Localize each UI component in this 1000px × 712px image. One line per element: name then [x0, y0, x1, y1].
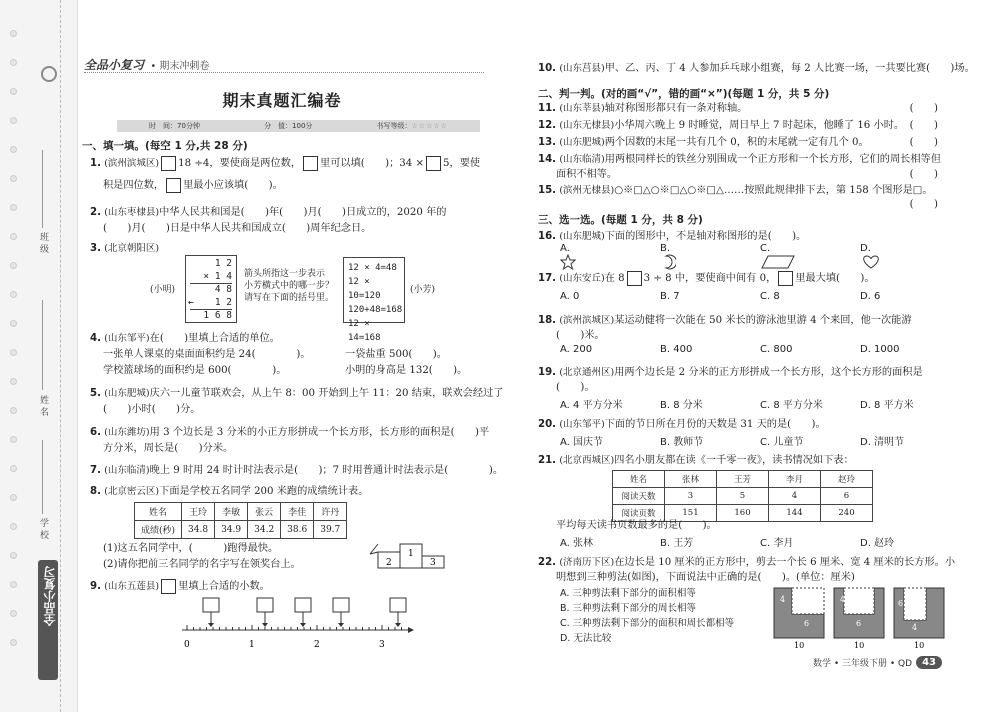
- question-22-cont: 明想到三种剪法(如图)，下面说法中正确的是( )。(单位：厘米): [556, 572, 855, 583]
- judge-paren[interactable]: ( ): [909, 103, 938, 114]
- podium-label-3: 3: [430, 558, 436, 568]
- q22-options: [560, 586, 734, 646]
- question-21: 21. (北京西城区)四名小朋友都在读《一千零一夜》，读书情况如下表：: [538, 455, 854, 466]
- question-17: 17. (山东安丘)在 8 3 ÷ 8 中，要使商中间有 0， 里最大填( )。: [538, 270, 875, 287]
- question-10: 10. (山东莒县)甲、乙、丙、丁 4 人参加乒乓球小组赛，每 2 人比赛一场，一共要比赛( )场。: [538, 63, 975, 74]
- moon-icon: [660, 254, 676, 270]
- q19-options: [560, 396, 960, 411]
- option-d[interactable]: D.: [860, 243, 960, 270]
- section-fill: 一、填一填。(每空 1 分,共 28 分): [82, 140, 248, 152]
- option-b[interactable]: B. 王芳: [660, 538, 694, 549]
- question-7: 7. (山东临清)晚上 9 时用 24 时计时法表示是( )；7 时用普通计时法表示是( )。: [90, 465, 504, 476]
- option-c[interactable]: C. 8: [760, 291, 780, 302]
- vertical-multiplication: 1 2 × 1 4 4 8 ← 1 2 1 6 8: [185, 255, 237, 323]
- podium-label-1: 1: [408, 549, 414, 559]
- option-d[interactable]: D. 6: [860, 291, 881, 302]
- question-1: 1. (滨州滨城区) 18 ÷4，要使商是两位数， 里可以填( )；34 × 5，要使: [90, 155, 480, 172]
- question-5: 5. (山东肥城)庆六一儿童节联欢会，从上午 8：00 开始到上午 11：20 结束，联欢会经过了: [90, 388, 504, 399]
- option-b[interactable]: B.: [660, 243, 760, 270]
- option-a[interactable]: A. 4 平方分米: [560, 400, 623, 411]
- q8-sub-1: (1)这五名同学中，( )跑得最快。: [103, 543, 279, 554]
- answer-box: [203, 598, 219, 612]
- xiaoming-label: (小明): [150, 285, 176, 295]
- name-label: 姓 名: [38, 395, 48, 416]
- svg-text:6: 6: [804, 619, 810, 628]
- question-2: 2. (山东枣棣县)中华人民共和国是( )年( )月( )日成立的，2020 年的: [90, 207, 447, 218]
- question-16: 16. (山东肥城)下面的图形中，不是轴对称图形的是( )。: [538, 231, 807, 242]
- question-2-cont: ( )月( )日是中华人民共和国成立( )周年纪念日。: [103, 223, 372, 234]
- option-d[interactable]: D. 无法比较: [560, 633, 612, 644]
- option-a[interactable]: A. 国庆节: [560, 437, 604, 448]
- option-b[interactable]: B. 8 分米: [660, 400, 703, 411]
- option-a[interactable]: A. 张林: [560, 538, 594, 549]
- judge-item: 15. (滨州无棣县)○※□△○※□△○※□△……按照此规律排下去，第 158 个图形是□。: [538, 185, 933, 196]
- number-line: [180, 596, 415, 656]
- answer-box[interactable]: [627, 271, 642, 286]
- heart-icon: [860, 254, 882, 270]
- info-bar: [117, 120, 480, 132]
- question-8: 8. (北京密云区)下面是学校五名同学 200 米跑的成绩统计表。: [90, 486, 369, 497]
- svg-text:6: 6: [856, 619, 862, 628]
- question-22: 22. (济南历下区)在边长是 10 厘米的正方形中，剪去一个长 6 厘米、宽 4 厘米的长方形。小: [538, 557, 956, 568]
- xiaofang-label: (小芳): [410, 285, 436, 295]
- option-b[interactable]: B. 7: [660, 291, 680, 302]
- answer-box[interactable]: [303, 156, 318, 171]
- class-write-line: [42, 150, 43, 228]
- judge-paren[interactable]: ( ): [909, 199, 938, 210]
- option-d[interactable]: D. 1000: [860, 344, 900, 355]
- question-20: 20. (山东邹平)下面的节日所在月份的天数是 31 天的是( )。: [538, 419, 826, 430]
- question-3: 3. (北京朝阳区): [90, 243, 160, 254]
- svg-text:10: 10: [794, 641, 805, 650]
- question-1-cont: 积是四位数， 里最小应该填( )。: [103, 177, 283, 194]
- option-c[interactable]: C. 三种剪法剩下部分的面积和周长都相等: [560, 618, 735, 629]
- podium-label-2: 2: [386, 558, 392, 568]
- q17-options: [560, 291, 960, 302]
- header-sub: • 期末冲刺卷: [150, 61, 210, 72]
- judge-item: 11. (山东莘县)轴对称图形都只有一条对称轴。 ( ): [538, 100, 938, 117]
- option-b[interactable]: B. 教师节: [660, 437, 704, 448]
- svg-text:6: 6: [898, 599, 904, 608]
- question-5-cont: ( )小时( )分。: [103, 404, 201, 415]
- option-a[interactable]: A. 200: [560, 344, 593, 355]
- svg-text:4: 4: [912, 623, 918, 632]
- binding-strip: [0, 0, 78, 712]
- binding-holes: [10, 30, 17, 668]
- question-4: 4. (山东邹平)在( )里填上合适的单位。: [90, 333, 280, 344]
- section-choose: 三、选一选。(每题 1 分，共 8 分): [538, 214, 703, 226]
- option-b[interactable]: B. 三种剪法剩下部分的周长相等: [560, 603, 697, 614]
- option-d[interactable]: D. 赵玲: [860, 538, 895, 549]
- horizontal-calc: 12 × 4=48 12 × 10=120 120+48=168 12 × 14=168: [343, 257, 405, 323]
- answer-box: [295, 598, 311, 612]
- question-18-cont: ( )米。: [556, 330, 605, 341]
- question-21-cont: 平均每天读书页数最多的是( )。: [556, 520, 717, 531]
- q18-options: [560, 344, 960, 355]
- q20-options: [560, 433, 960, 448]
- section-judge: 二、判一判。(对的画“√”，错的画“×”)(每题 1 分，共 5 分): [538, 88, 830, 100]
- judge-paren[interactable]: ( ): [909, 169, 938, 180]
- judge-item: 13. (山东肥城)两个因数的末尾一共有几个 0，积的末尾就一定有几个 0。 ( ): [538, 134, 938, 151]
- option-c[interactable]: C. 8 平方分米: [760, 400, 823, 411]
- option-a[interactable]: A. 三种剪法剩下部分的面积相等: [560, 588, 696, 599]
- judge-item-cont: 面积不相等。 ( ): [556, 166, 938, 183]
- svg-text:4: 4: [840, 595, 846, 604]
- time-info: 时 间：70分钟: [149, 122, 200, 130]
- answer-box: [390, 598, 406, 612]
- school-label: 学 校: [38, 518, 48, 539]
- q21-options: [560, 534, 960, 549]
- answer-box: [333, 598, 349, 612]
- question-6: 6. (山东潍坊)用 3 个边长是 3 分米的小正方形拼成一个长方形，长方形的面积是( )平: [90, 427, 490, 438]
- brand-logo: 全品小复习: [84, 58, 145, 72]
- tick-label-1: 1: [249, 640, 255, 650]
- judge-paren[interactable]: ( ): [909, 120, 938, 131]
- option-c[interactable]: C.: [760, 243, 860, 270]
- parallelogram-icon: [760, 254, 796, 270]
- grade-stars-icon: ☆☆☆☆☆: [411, 122, 448, 130]
- option-b[interactable]: B. 400: [660, 344, 693, 355]
- answer-box[interactable]: [161, 579, 176, 594]
- class-label: 班 级: [38, 232, 48, 253]
- option-a[interactable]: A.: [560, 243, 660, 270]
- seal-icon: [41, 66, 57, 82]
- svg-text:10: 10: [854, 641, 865, 650]
- option-d[interactable]: D. 8 平方米: [860, 400, 914, 411]
- option-c[interactable]: C. 800: [760, 344, 793, 355]
- answer-box[interactable]: [778, 271, 793, 286]
- judge-item: 14. (山东临清)用两根同样长的铁丝分别围成一个正方形和一个长方形，它们的周长相等但: [538, 154, 941, 165]
- q8-sub-2: (2)请你把前三名同学的名字写在领奖台上。: [103, 559, 301, 570]
- tick-label-2: 2: [314, 640, 320, 650]
- tick-label-3: 3: [379, 640, 385, 650]
- option-c[interactable]: C. 儿童节: [760, 437, 804, 448]
- judge-paren[interactable]: ( ): [909, 137, 938, 148]
- page-title: 期末真题汇编卷: [222, 91, 342, 110]
- speech-bubble: 箭头所指这一步表示 小芳横式中的哪一步？ 请写在下面的括号里。: [244, 269, 335, 303]
- brand-logo-vertical: 全品小复习: [38, 560, 58, 680]
- question-19-cont: ( )。: [556, 382, 595, 393]
- q16-options: [560, 243, 960, 270]
- question-18: 18. (滨州滨城区)某运动健将一次能在 50 米长的游泳池里游 4 个来回，他一次能游: [538, 315, 912, 326]
- q4-line-2: 一袋盐重 500( )。: [345, 349, 447, 360]
- header-divider: [84, 72, 484, 73]
- option-c[interactable]: C. 李月: [760, 538, 794, 549]
- q4-line-1: 一张单人课桌的桌面面积约是 24( )。: [103, 349, 311, 360]
- podium-figure: [366, 540, 456, 570]
- star-icon: [560, 254, 576, 270]
- answer-box[interactable]: [166, 178, 181, 193]
- reading-table: 姓名 张林 王芳 李月 赵玲 阅读天数 3 5 4 6 阅读页数 151 160 144 240: [612, 470, 873, 522]
- cut-squares-figure: [772, 586, 952, 650]
- answer-box[interactable]: [161, 156, 176, 171]
- svg-text:10: 10: [914, 641, 925, 650]
- grade-info: 书写等级：☆☆☆☆☆: [376, 122, 448, 130]
- svg-text:4: 4: [780, 595, 786, 604]
- score-table: 姓名 王玲 李敏 张云 李佳 许丹 成绩(秒) 34.8 34.9 34.2 38.6 39.7: [134, 502, 347, 539]
- option-a[interactable]: A. 0: [560, 291, 580, 302]
- q4-line-4: 小明的身高是 132( )。: [345, 365, 468, 376]
- option-d[interactable]: D. 清明节: [860, 437, 905, 448]
- answer-box[interactable]: [426, 156, 441, 171]
- judge-item: 12. (山东无棣县)小华周六晚上 9 时睡觉，周日早上 7 时起床，他睡了 16 小时。 ( ): [538, 117, 938, 134]
- footer-text: 数学 • 三年级下册 • QD: [813, 659, 913, 669]
- score-info: 分 值：100分: [264, 122, 313, 130]
- name-write-line: [42, 300, 43, 390]
- page-number: 43: [916, 656, 942, 669]
- page-footer: [813, 656, 942, 669]
- tick-label-0: 0: [184, 640, 190, 650]
- question-6-cont: 方分米，周长是( )分米。: [103, 443, 234, 454]
- answer-box: [257, 598, 273, 612]
- question-19: 19. (北京通州区)用两个边长是 2 分米的正方形拼成一个长方形，这个长方形的面积是: [538, 367, 923, 378]
- school-write-line: [42, 440, 43, 514]
- q4-line-3: 学校篮球场的面积约是 600( )。: [103, 365, 287, 376]
- question-9: 9. (山东五莲县) 里填上合适的小数。: [90, 578, 270, 595]
